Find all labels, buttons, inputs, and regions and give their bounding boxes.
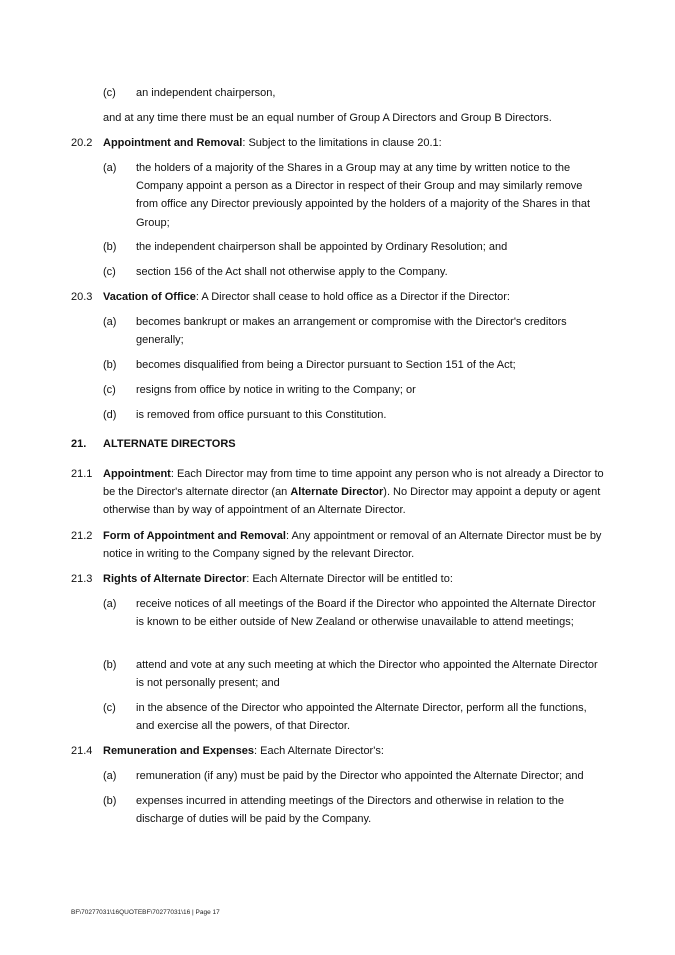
clause-title: Appointment and Removal <box>103 137 243 149</box>
clause-body: : A Director shall cease to hold office as a Director if the Director: <box>195 291 510 303</box>
item-text: in the absence of the Director who appointed the Alternate Director, perform all the functions, and exercise all the powers, of that Director. <box>136 702 587 733</box>
clause-title: Appointment <box>103 468 171 480</box>
item-text: attend and vote at any such meeting at which the Director who appointed the Alternate Director is not personally present; and <box>136 659 598 690</box>
item-label: (d) <box>103 409 117 421</box>
item-label: (c) <box>103 266 116 278</box>
clause-body: : Subject to the limitations in clause 20.1: <box>242 137 442 149</box>
item-label: (b) <box>103 659 117 671</box>
item-text: is removed from office pursuant to this Constitution. <box>136 409 387 421</box>
item-text: the independent chairperson shall be appointed by Ordinary Resolution; and <box>136 241 508 253</box>
item-text: becomes bankrupt or makes an arrangement or compromise with the Director's creditors generally; <box>136 316 567 347</box>
item-label: (a) <box>103 162 117 174</box>
item-text: the holders of a majority of the Shares in a Group may at any time by written notice to the Company appoint a person as a Director in respect of their Group and may similarly remove from office any Director previously appointed by the holders of a majority of the Shares in that Group; <box>136 162 591 229</box>
clause-text <box>103 465 605 520</box>
item-text: an independent chairperson, <box>136 87 276 99</box>
item-label: (c) <box>103 702 116 714</box>
clause-body: : Each Alternate Director's: <box>254 745 384 757</box>
item-label: (b) <box>103 359 117 371</box>
clause-body: : Each Alternate Director will be entitled to: <box>246 573 453 585</box>
clause-text <box>103 742 605 760</box>
clause-text <box>103 134 605 152</box>
clause-number: 20.2 <box>71 137 93 149</box>
clause-number: 21.4 <box>71 745 93 757</box>
clause-text <box>103 288 605 306</box>
section-number: 21. <box>71 438 87 450</box>
clause-text <box>103 527 605 563</box>
item-text: receive notices of all meetings of the Board if the Director who appointed the Alternate Director is known to be either outside of New Zealand or otherwise unavailable to attend meetings; <box>136 598 596 629</box>
clause-title: Rights of Alternate Director <box>103 573 247 585</box>
clause-number: 20.3 <box>71 291 93 303</box>
item-label: (a) <box>103 598 117 610</box>
item-text: becomes disqualified from being a Director pursuant to Section 151 of the Act; <box>136 359 516 371</box>
item-label: (a) <box>103 316 117 328</box>
clause-title: Form of Appointment and Removal <box>103 530 286 542</box>
clause-title: Remuneration and Expenses <box>103 745 254 757</box>
item-label: (c) <box>103 384 116 396</box>
section-title: ALTERNATE DIRECTORS <box>103 438 236 450</box>
page-footer: BF\70277031\16QUOTEBF\70277031\16 | Page 17 <box>71 909 220 916</box>
item-text: resigns from office by notice in writing to the Company; or <box>136 384 416 396</box>
item-text: section 156 of the Act shall not otherwise apply to the Company. <box>136 266 448 278</box>
clause-body: : Each Director may from time to time appoint any person who is not already a Director to be the Director's alternate director (an <box>103 468 604 499</box>
item-label: (a) <box>103 770 117 782</box>
clause-body: : Any appointment or removal of an Alternate Director must be by notice in writing to the Company signed by the relevant Director. <box>103 530 602 561</box>
clause-text <box>103 570 605 588</box>
clause-body-cont: ). No Director may appoint a deputy or agent otherwise than by way of appointment of an Alternate Director. <box>103 486 601 517</box>
item-text: expenses incurred in attending meetings of the Directors and otherwise in relation to the discharge of duties will be paid by the Company. <box>136 795 565 826</box>
item-label: (b) <box>103 795 117 807</box>
item-label: (b) <box>103 241 117 253</box>
item-text: remuneration (if any) must be paid by the Director who appointed the Alternate Director; and <box>136 770 584 782</box>
clause-number: 21.2 <box>71 530 93 542</box>
clause-title: Vacation of Office <box>103 291 196 303</box>
clause-number: 21.3 <box>71 573 93 585</box>
defined-term: Alternate Director <box>290 486 384 499</box>
item-label: (c) <box>103 87 116 99</box>
clause-number: 21.1 <box>71 468 93 480</box>
paragraph-text: and at any time there must be an equal number of Group A Directors and Group B Directors. <box>103 112 552 124</box>
